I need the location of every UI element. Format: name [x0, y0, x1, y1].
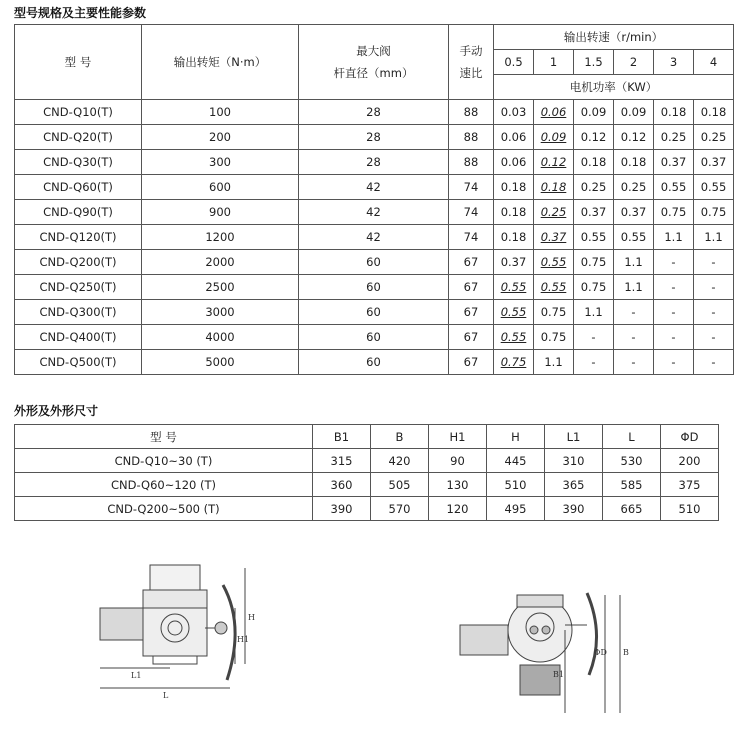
motor-power-cell: 0.09 — [534, 125, 574, 150]
dims-value-cell: 200 — [661, 449, 719, 473]
dims-header-cell: L1 — [545, 425, 603, 449]
dims-model-cell: CND-Q60~120 (T) — [15, 473, 313, 497]
torque-cell: 600 — [142, 175, 299, 200]
motor-power-cell: 0.09 — [614, 100, 654, 125]
dims-value-cell: 310 — [545, 449, 603, 473]
motor-power-cell: 0.37 — [574, 200, 614, 225]
manual-ratio-cell: 88 — [449, 125, 494, 150]
dims-header-cell: H1 — [429, 425, 487, 449]
speed-value-3: 2 — [614, 50, 654, 75]
motor-power-cell: 0.25 — [614, 175, 654, 200]
speed-value-1: 1 — [534, 50, 574, 75]
stem-diameter-cell: 42 — [299, 200, 449, 225]
gearbox — [143, 608, 207, 656]
motor-power-cell: - — [614, 300, 654, 325]
manual-ratio-cell: 88 — [449, 150, 494, 175]
model-cell: CND-Q400(T) — [15, 325, 142, 350]
actuator-front-drawing — [455, 585, 655, 725]
dims-header-cell: B — [371, 425, 429, 449]
dims-value-cell: 505 — [371, 473, 429, 497]
model-cell: CND-Q500(T) — [15, 350, 142, 375]
header-motor-power: 电机功率（KW） — [494, 75, 734, 100]
speed-value-0: 0.5 — [494, 50, 534, 75]
motor-power-cell: 0.55 — [534, 275, 574, 300]
dims-table — [14, 424, 719, 521]
motor-power-cell: - — [574, 350, 614, 375]
dims-value-cell: 375 — [661, 473, 719, 497]
motor-power-cell: 0.06 — [494, 150, 534, 175]
header-ratio-line1: 手动 — [459, 44, 483, 58]
motor-power-cell: 0.18 — [494, 175, 534, 200]
motor-power-cell: 0.06 — [534, 100, 574, 125]
torque-cell: 200 — [142, 125, 299, 150]
motor-power-cell: 0.18 — [574, 150, 614, 175]
stem-diameter-cell: 42 — [299, 175, 449, 200]
motor-power-cell: 0.75 — [654, 200, 694, 225]
header-manual-ratio — [449, 25, 494, 100]
motor-power-cell: 1.1 — [654, 225, 694, 250]
table-row — [15, 350, 734, 375]
label-h: H — [248, 613, 255, 622]
motor-power-cell: 0.37 — [654, 150, 694, 175]
dims-value-cell: 495 — [487, 497, 545, 521]
manual-ratio-cell: 74 — [449, 175, 494, 200]
handwheel-hub — [215, 622, 227, 634]
motor-power-cell: 0.12 — [574, 125, 614, 150]
motor-power-cell: 1.1 — [574, 300, 614, 325]
manual-ratio-cell: 74 — [449, 200, 494, 225]
motor-power-cell: 0.75 — [574, 275, 614, 300]
table-row — [15, 473, 719, 497]
dims-value-cell: 130 — [429, 473, 487, 497]
motor-power-cell: 0.18 — [494, 200, 534, 225]
motor-power-cell: - — [694, 300, 734, 325]
header-torque: 输出转矩（N·m） — [142, 25, 299, 100]
motor-power-cell: 0.75 — [494, 350, 534, 375]
dims-header-cell: 型 号 — [15, 425, 313, 449]
table-row — [15, 300, 734, 325]
model-cell: CND-Q90(T) — [15, 200, 142, 225]
dims-table-body — [15, 449, 719, 521]
motor-power-cell: 0.18 — [534, 175, 574, 200]
motor-block — [100, 608, 148, 640]
base-flange — [153, 656, 197, 664]
motor-block — [460, 625, 508, 655]
motor-power-cell: 0.18 — [494, 225, 534, 250]
indicator-right — [542, 626, 550, 634]
stem-diameter-cell: 60 — [299, 275, 449, 300]
top-housing — [150, 565, 200, 590]
manual-ratio-cell: 67 — [449, 350, 494, 375]
motor-power-cell: 0.75 — [534, 325, 574, 350]
manual-ratio-cell: 67 — [449, 250, 494, 275]
motor-power-cell: 0.25 — [534, 200, 574, 225]
stem-diameter-cell: 42 — [299, 225, 449, 250]
dims-header-cell: ΦD — [661, 425, 719, 449]
dims-model-cell: CND-Q200~500 (T) — [15, 497, 313, 521]
model-cell: CND-Q10(T) — [15, 100, 142, 125]
motor-power-cell: - — [694, 250, 734, 275]
motor-power-cell: 0.25 — [574, 175, 614, 200]
model-cell: CND-Q60(T) — [15, 175, 142, 200]
motor-power-cell: - — [654, 250, 694, 275]
torque-cell: 2000 — [142, 250, 299, 275]
manual-ratio-cell: 67 — [449, 275, 494, 300]
top-cover — [517, 595, 563, 607]
motor-power-cell: - — [694, 325, 734, 350]
motor-power-cell: 0.75 — [694, 200, 734, 225]
table-row — [15, 497, 719, 521]
dims-value-cell: 365 — [545, 473, 603, 497]
indicator-left — [530, 626, 538, 634]
table-row — [15, 225, 734, 250]
motor-power-cell: 0.75 — [534, 300, 574, 325]
motor-power-cell: - — [654, 325, 694, 350]
dims-value-cell: 390 — [313, 497, 371, 521]
torque-cell: 300 — [142, 150, 299, 175]
speed-value-5: 4 — [694, 50, 734, 75]
dims-header-cell: L — [603, 425, 661, 449]
dims-value-cell: 420 — [371, 449, 429, 473]
motor-power-cell: - — [574, 325, 614, 350]
stem-diameter-cell: 60 — [299, 300, 449, 325]
motor-power-cell: 0.18 — [654, 100, 694, 125]
motor-power-cell: 1.1 — [614, 250, 654, 275]
dims-value-cell: 90 — [429, 449, 487, 473]
label-h1: H1 — [237, 635, 250, 644]
dims-value-cell: 665 — [603, 497, 661, 521]
dims-value-cell: 445 — [487, 449, 545, 473]
handwheel — [587, 593, 597, 675]
motor-power-cell: 0.18 — [614, 150, 654, 175]
spec-table-body — [15, 100, 734, 375]
manual-ratio-cell: 74 — [449, 225, 494, 250]
dims-value-cell: 570 — [371, 497, 429, 521]
motor-power-cell: 0.55 — [534, 250, 574, 275]
motor-power-cell: 0.37 — [614, 200, 654, 225]
dims-value-cell: 315 — [313, 449, 371, 473]
model-cell: CND-Q300(T) — [15, 300, 142, 325]
motor-power-cell: 1.1 — [614, 275, 654, 300]
motor-power-cell: 0.06 — [494, 125, 534, 150]
dims-header-cell: H — [487, 425, 545, 449]
model-cell: CND-Q250(T) — [15, 275, 142, 300]
motor-power-cell: 0.37 — [534, 225, 574, 250]
table-row — [15, 250, 734, 275]
manual-ratio-cell: 88 — [449, 100, 494, 125]
motor-power-cell: 1.1 — [534, 350, 574, 375]
motor-power-cell: - — [654, 275, 694, 300]
motor-power-cell: 0.55 — [494, 300, 534, 325]
dims-value-cell: 120 — [429, 497, 487, 521]
motor-power-cell: 0.37 — [694, 150, 734, 175]
motor-power-cell: - — [694, 350, 734, 375]
motor-power-cell: 0.37 — [494, 250, 534, 275]
speed-value-2: 1.5 — [574, 50, 614, 75]
label-l1: L1 — [131, 671, 142, 680]
table-row — [15, 150, 734, 175]
dims-value-cell: 510 — [487, 473, 545, 497]
dims-model-cell: CND-Q10~30 (T) — [15, 449, 313, 473]
header-stem-line2: 杆直径（mm） — [333, 66, 414, 80]
torque-cell: 900 — [142, 200, 299, 225]
dims-value-cell: 585 — [603, 473, 661, 497]
motor-power-cell: 1.1 — [694, 225, 734, 250]
dims-section-title: 外形及外形尺寸 — [14, 404, 99, 418]
stem-diameter-cell: 28 — [299, 150, 449, 175]
label-l: L — [163, 691, 169, 700]
motor-power-cell: - — [614, 350, 654, 375]
stem-diameter-cell: 60 — [299, 350, 449, 375]
table-row — [15, 275, 734, 300]
torque-cell: 2500 — [142, 275, 299, 300]
motor-power-cell: - — [614, 325, 654, 350]
motor-power-cell: 0.12 — [614, 125, 654, 150]
dims-value-cell: 530 — [603, 449, 661, 473]
dims-value-cell: 510 — [661, 497, 719, 521]
table-row — [15, 449, 719, 473]
speed-value-4: 3 — [654, 50, 694, 75]
torque-cell: 5000 — [142, 350, 299, 375]
stem-diameter-cell: 28 — [299, 125, 449, 150]
header-stem-diameter — [299, 25, 449, 100]
model-cell: CND-Q20(T) — [15, 125, 142, 150]
actuator-side-drawing — [95, 560, 275, 700]
table-row — [15, 325, 734, 350]
label-b: B — [623, 648, 629, 657]
motor-power-cell: 0.55 — [574, 225, 614, 250]
manual-ratio-cell: 67 — [449, 300, 494, 325]
header-output-speed: 输出转速（r/min） — [494, 25, 734, 50]
header-ratio-line2: 速比 — [459, 66, 483, 80]
table-row — [15, 175, 734, 200]
stem-diameter-cell: 28 — [299, 100, 449, 125]
table-row — [15, 100, 734, 125]
motor-power-cell: 0.25 — [654, 125, 694, 150]
model-cell: CND-Q200(T) — [15, 250, 142, 275]
motor-power-cell: 0.55 — [494, 325, 534, 350]
dims-value-cell: 390 — [545, 497, 603, 521]
motor-power-cell: 0.09 — [574, 100, 614, 125]
motor-power-cell: 0.12 — [534, 150, 574, 175]
manual-ratio-cell: 67 — [449, 325, 494, 350]
dims-header-row — [15, 425, 719, 449]
torque-cell: 100 — [142, 100, 299, 125]
torque-cell: 4000 — [142, 325, 299, 350]
motor-power-cell: 0.55 — [614, 225, 654, 250]
motor-power-cell: 0.55 — [494, 275, 534, 300]
model-cell: CND-Q120(T) — [15, 225, 142, 250]
dims-value-cell: 360 — [313, 473, 371, 497]
spec-table — [14, 24, 734, 375]
table-row — [15, 125, 734, 150]
torque-cell: 1200 — [142, 225, 299, 250]
label-b1: B1 — [553, 670, 564, 679]
motor-power-cell: - — [654, 300, 694, 325]
motor-power-cell: 0.75 — [574, 250, 614, 275]
model-cell: CND-Q30(T) — [15, 150, 142, 175]
motor-power-cell: - — [694, 275, 734, 300]
dims-header-cell: B1 — [313, 425, 371, 449]
stem-diameter-cell: 60 — [299, 250, 449, 275]
motor-power-cell: 0.55 — [694, 175, 734, 200]
header-model: 型 号 — [15, 25, 142, 100]
table-row — [15, 200, 734, 225]
spec-section-title: 型号规格及主要性能参数 — [14, 6, 147, 20]
label-phid: ΦD — [594, 648, 607, 657]
motor-power-cell: 0.25 — [694, 125, 734, 150]
header-stem-line1: 最大阀 — [356, 44, 391, 58]
motor-power-cell: - — [654, 350, 694, 375]
stem-diameter-cell: 60 — [299, 325, 449, 350]
motor-power-cell: 0.18 — [694, 100, 734, 125]
gearbox-housing — [508, 598, 572, 662]
motor-power-cell: 0.55 — [654, 175, 694, 200]
motor-power-cell: 0.03 — [494, 100, 534, 125]
torque-cell: 3000 — [142, 300, 299, 325]
